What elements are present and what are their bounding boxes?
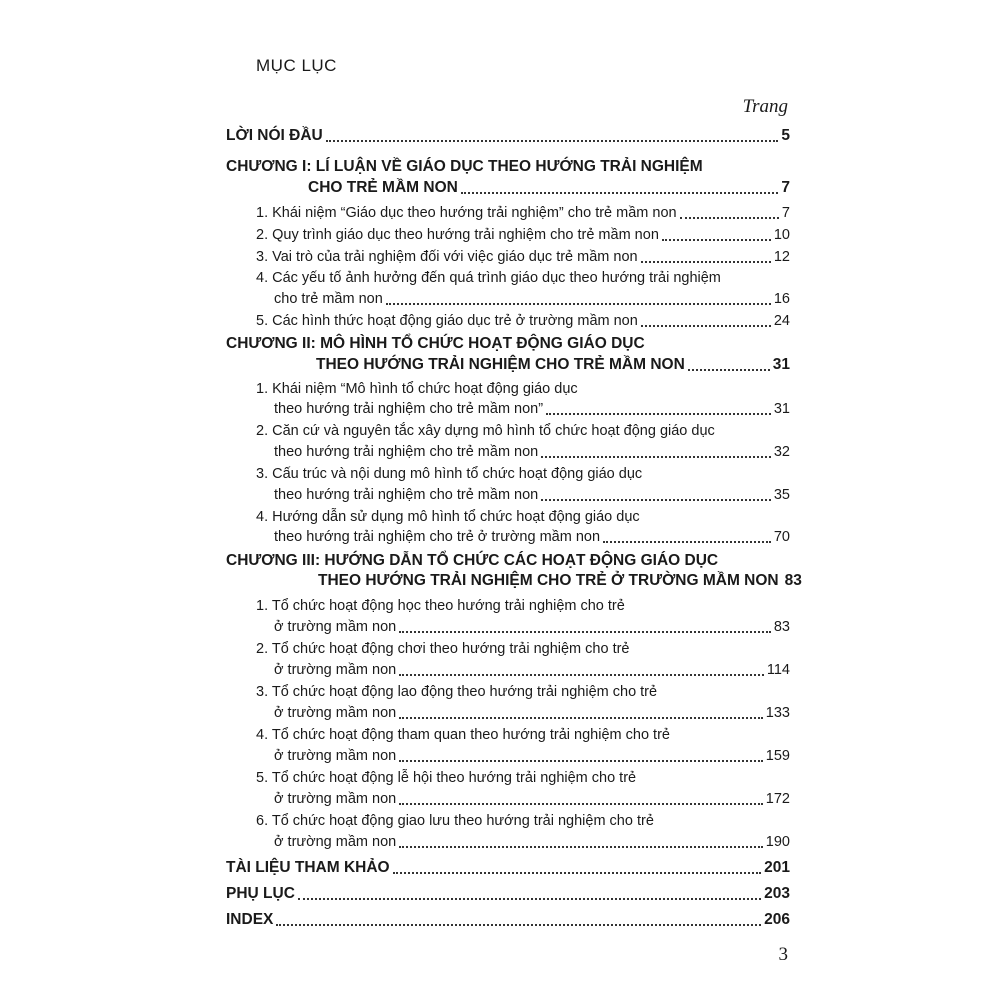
dot-leader (399, 630, 771, 633)
toc-entry-1-5 (256, 311, 790, 331)
toc-page-number: 7 (781, 179, 790, 196)
dot-leader (399, 802, 763, 805)
toc-entry-label: 3. Vai trò của trải nghiệm đối với việc giáo dục trẻ mầm non (256, 249, 638, 265)
toc-entry-label: ở trường mầm non (274, 834, 397, 850)
toc-page-number: 35 (773, 487, 790, 503)
toc-page-number: 172 (765, 791, 790, 807)
toc-entry-2-1-line1: 1. Khái niệm “Mô hình tổ chức hoạt động giáo dục (256, 381, 578, 397)
toc-page-number: 83 (784, 572, 802, 589)
dot-leader (326, 139, 779, 142)
toc-page-number: 7 (781, 205, 790, 221)
toc-page-number: 10 (773, 227, 790, 243)
toc-entry-1-4 (274, 289, 790, 309)
dot-leader (546, 412, 771, 415)
toc-entry-label: ở trường mầm non (274, 619, 397, 635)
toc-entry-3-2 (274, 660, 790, 680)
toc-entry-3-3 (274, 703, 790, 723)
toc-entry-1-4-line1: 4. Các yếu tố ảnh hưởng đến quá trình giáo dục theo hướng trải nghiệm (256, 270, 721, 286)
toc-entry-3-2-line1: 2. Tổ chức hoạt động chơi theo hướng trải nghiệm cho trẻ (256, 641, 630, 657)
toc-entry-label: TÀI LIỆU THAM KHẢO (226, 859, 390, 876)
toc-entry-2-4 (274, 527, 790, 547)
toc-entry-label: 2. Quy trình giáo dục theo hướng trải nghiệm cho trẻ mầm non (256, 227, 659, 243)
toc-entry-label: theo hướng trải nghiệm cho trẻ mầm non (274, 444, 539, 460)
dot-leader (688, 368, 770, 371)
toc-entry-label: ở trường mầm non (274, 705, 397, 721)
toc-page-number: 5 (781, 127, 790, 144)
toc-entry-label: theo hướng trải nghiệm cho trẻ mầm non (274, 487, 539, 503)
dot-leader (399, 845, 763, 848)
dot-leader (461, 191, 779, 194)
dot-leader (386, 302, 771, 305)
toc-entry-3-3-line1: 3. Tổ chức hoạt động lao động theo hướng trải nghiệm cho trẻ (256, 684, 658, 700)
toc-entry-foreword (226, 126, 790, 146)
toc-page-number: 190 (765, 834, 790, 850)
toc-entry-label: 1. Khái niệm “Giáo dục theo hướng trải nghiệm” cho trẻ mầm non (256, 205, 677, 221)
dot-leader (399, 716, 763, 719)
toc-page-number: 159 (765, 748, 790, 764)
toc-entry-2-2-line1: 2. Căn cứ và nguyên tắc xây dựng mô hình tổ chức hoạt động giáo dục (256, 423, 715, 439)
toc-entry-chapter1 (308, 178, 790, 198)
dot-leader (603, 540, 771, 543)
dot-leader (641, 324, 771, 327)
toc-entry-3-4 (274, 746, 790, 766)
dot-leader (662, 238, 771, 241)
toc-entry-label: ở trường mầm non (274, 748, 397, 764)
toc-page-number: 24 (773, 313, 790, 329)
chapter3-title-line2: THEO HƯỚNG TRẢI NGHIỆM CHO TRẺ Ở TRƯỜNG MẦM NON (318, 572, 779, 589)
toc-entry-1-1 (256, 203, 790, 223)
chapter1-title-line2: CHO TRẺ MẦM NON (308, 179, 458, 196)
toc-page-number: 203 (764, 885, 790, 902)
toc-page-number: 114 (766, 662, 790, 678)
dot-leader (399, 759, 763, 762)
toc-entry-label: cho trẻ mầm non (274, 291, 383, 307)
toc-page-number: 201 (764, 859, 790, 876)
dot-leader (276, 923, 761, 926)
dot-leader (399, 673, 764, 676)
toc-entry-2-3-line1: 3. Cấu trúc và nội dung mô hình tổ chức hoạt động giáo dục (256, 466, 643, 482)
toc-entry-chapter3 (318, 571, 802, 591)
toc-page-number: 206 (764, 911, 790, 928)
toc-entry-appendix (226, 884, 790, 904)
page-column-label: Trang (742, 96, 788, 117)
toc-entry-1-3 (256, 247, 790, 267)
toc-entry-1-2 (256, 225, 790, 245)
footer-page-number: 3 (778, 944, 788, 965)
toc-entry-label: LỜI NÓI ĐẦU (226, 127, 323, 144)
toc-page-number: 16 (773, 291, 790, 307)
toc-entry-3-5 (274, 789, 790, 809)
toc-page-number: 12 (773, 249, 790, 265)
toc-entry-label: theo hướng trải nghiệm cho trẻ ở trường mầm non (274, 529, 601, 545)
toc-entry-references (226, 858, 790, 878)
toc-entry-2-1 (274, 399, 790, 419)
toc-entry-chapter2 (316, 355, 790, 375)
chapter2-title-line2: THEO HƯỚNG TRẢI NGHIỆM CHO TRẺ MẦM NON (316, 356, 685, 373)
dot-leader (393, 871, 762, 874)
chapter1-title-line1: CHƯƠNG I: LÍ LUẬN VỀ GIÁO DỤC THEO HƯỚNG TRẢI NGHIỆM (226, 158, 703, 175)
toc-entry-3-1 (274, 617, 790, 637)
toc-entry-3-4-line1: 4. Tổ chức hoạt động tham quan theo hướng trải nghiệm cho trẻ (256, 727, 670, 743)
toc-entry-label: ở trường mầm non (274, 662, 397, 678)
chapter2-title-line1: CHƯƠNG II: MÔ HÌNH TỔ CHỨC HOẠT ĐỘNG GIÁO DỤC (226, 335, 645, 352)
dot-leader (541, 498, 771, 501)
toc-entry-3-6-line1: 6. Tổ chức hoạt động giao lưu theo hướng trải nghiệm cho trẻ (256, 813, 654, 829)
toc-entry-2-2 (274, 442, 790, 462)
toc-page-number: 31 (773, 401, 790, 417)
toc-entry-label: PHỤ LỤC (226, 885, 295, 902)
toc-entry-3-6 (274, 832, 790, 852)
toc-page-number: 32 (773, 444, 790, 460)
toc-entry-2-4-line1: 4. Hướng dẫn sử dụng mô hình tổ chức hoạt động giáo dục (256, 509, 640, 525)
toc-title: MỤC LỤC (256, 56, 337, 75)
toc-entry-index (226, 910, 790, 930)
dot-leader (641, 260, 771, 263)
toc-page-number: 31 (772, 356, 790, 373)
dot-leader (680, 216, 779, 219)
chapter3-title-line1: CHƯƠNG III: HƯỚNG DẪN TỔ CHỨC CÁC HOẠT ĐỘNG GIÁO DỤC (226, 552, 719, 569)
dot-leader (541, 455, 771, 458)
toc-entry-label: 5. Các hình thức hoạt động giáo dục trẻ ở trường mầm non (256, 313, 638, 329)
toc-entry-label: INDEX (226, 911, 274, 928)
toc-entry-3-1-line1: 1. Tổ chức hoạt động học theo hướng trải nghiệm cho trẻ (256, 598, 625, 614)
toc-entry-label: theo hướng trải nghiệm cho trẻ mầm non” (274, 401, 544, 417)
toc-entry-3-5-line1: 5. Tổ chức hoạt động lễ hội theo hướng trải nghiệm cho trẻ (256, 770, 637, 786)
toc-page-number: 70 (773, 529, 790, 545)
toc-entry-2-3 (274, 485, 790, 505)
toc-entry-label: ở trường mầm non (274, 791, 397, 807)
toc-page-number: 133 (765, 705, 790, 721)
dot-leader (298, 897, 761, 900)
toc-page-number: 83 (773, 619, 790, 635)
